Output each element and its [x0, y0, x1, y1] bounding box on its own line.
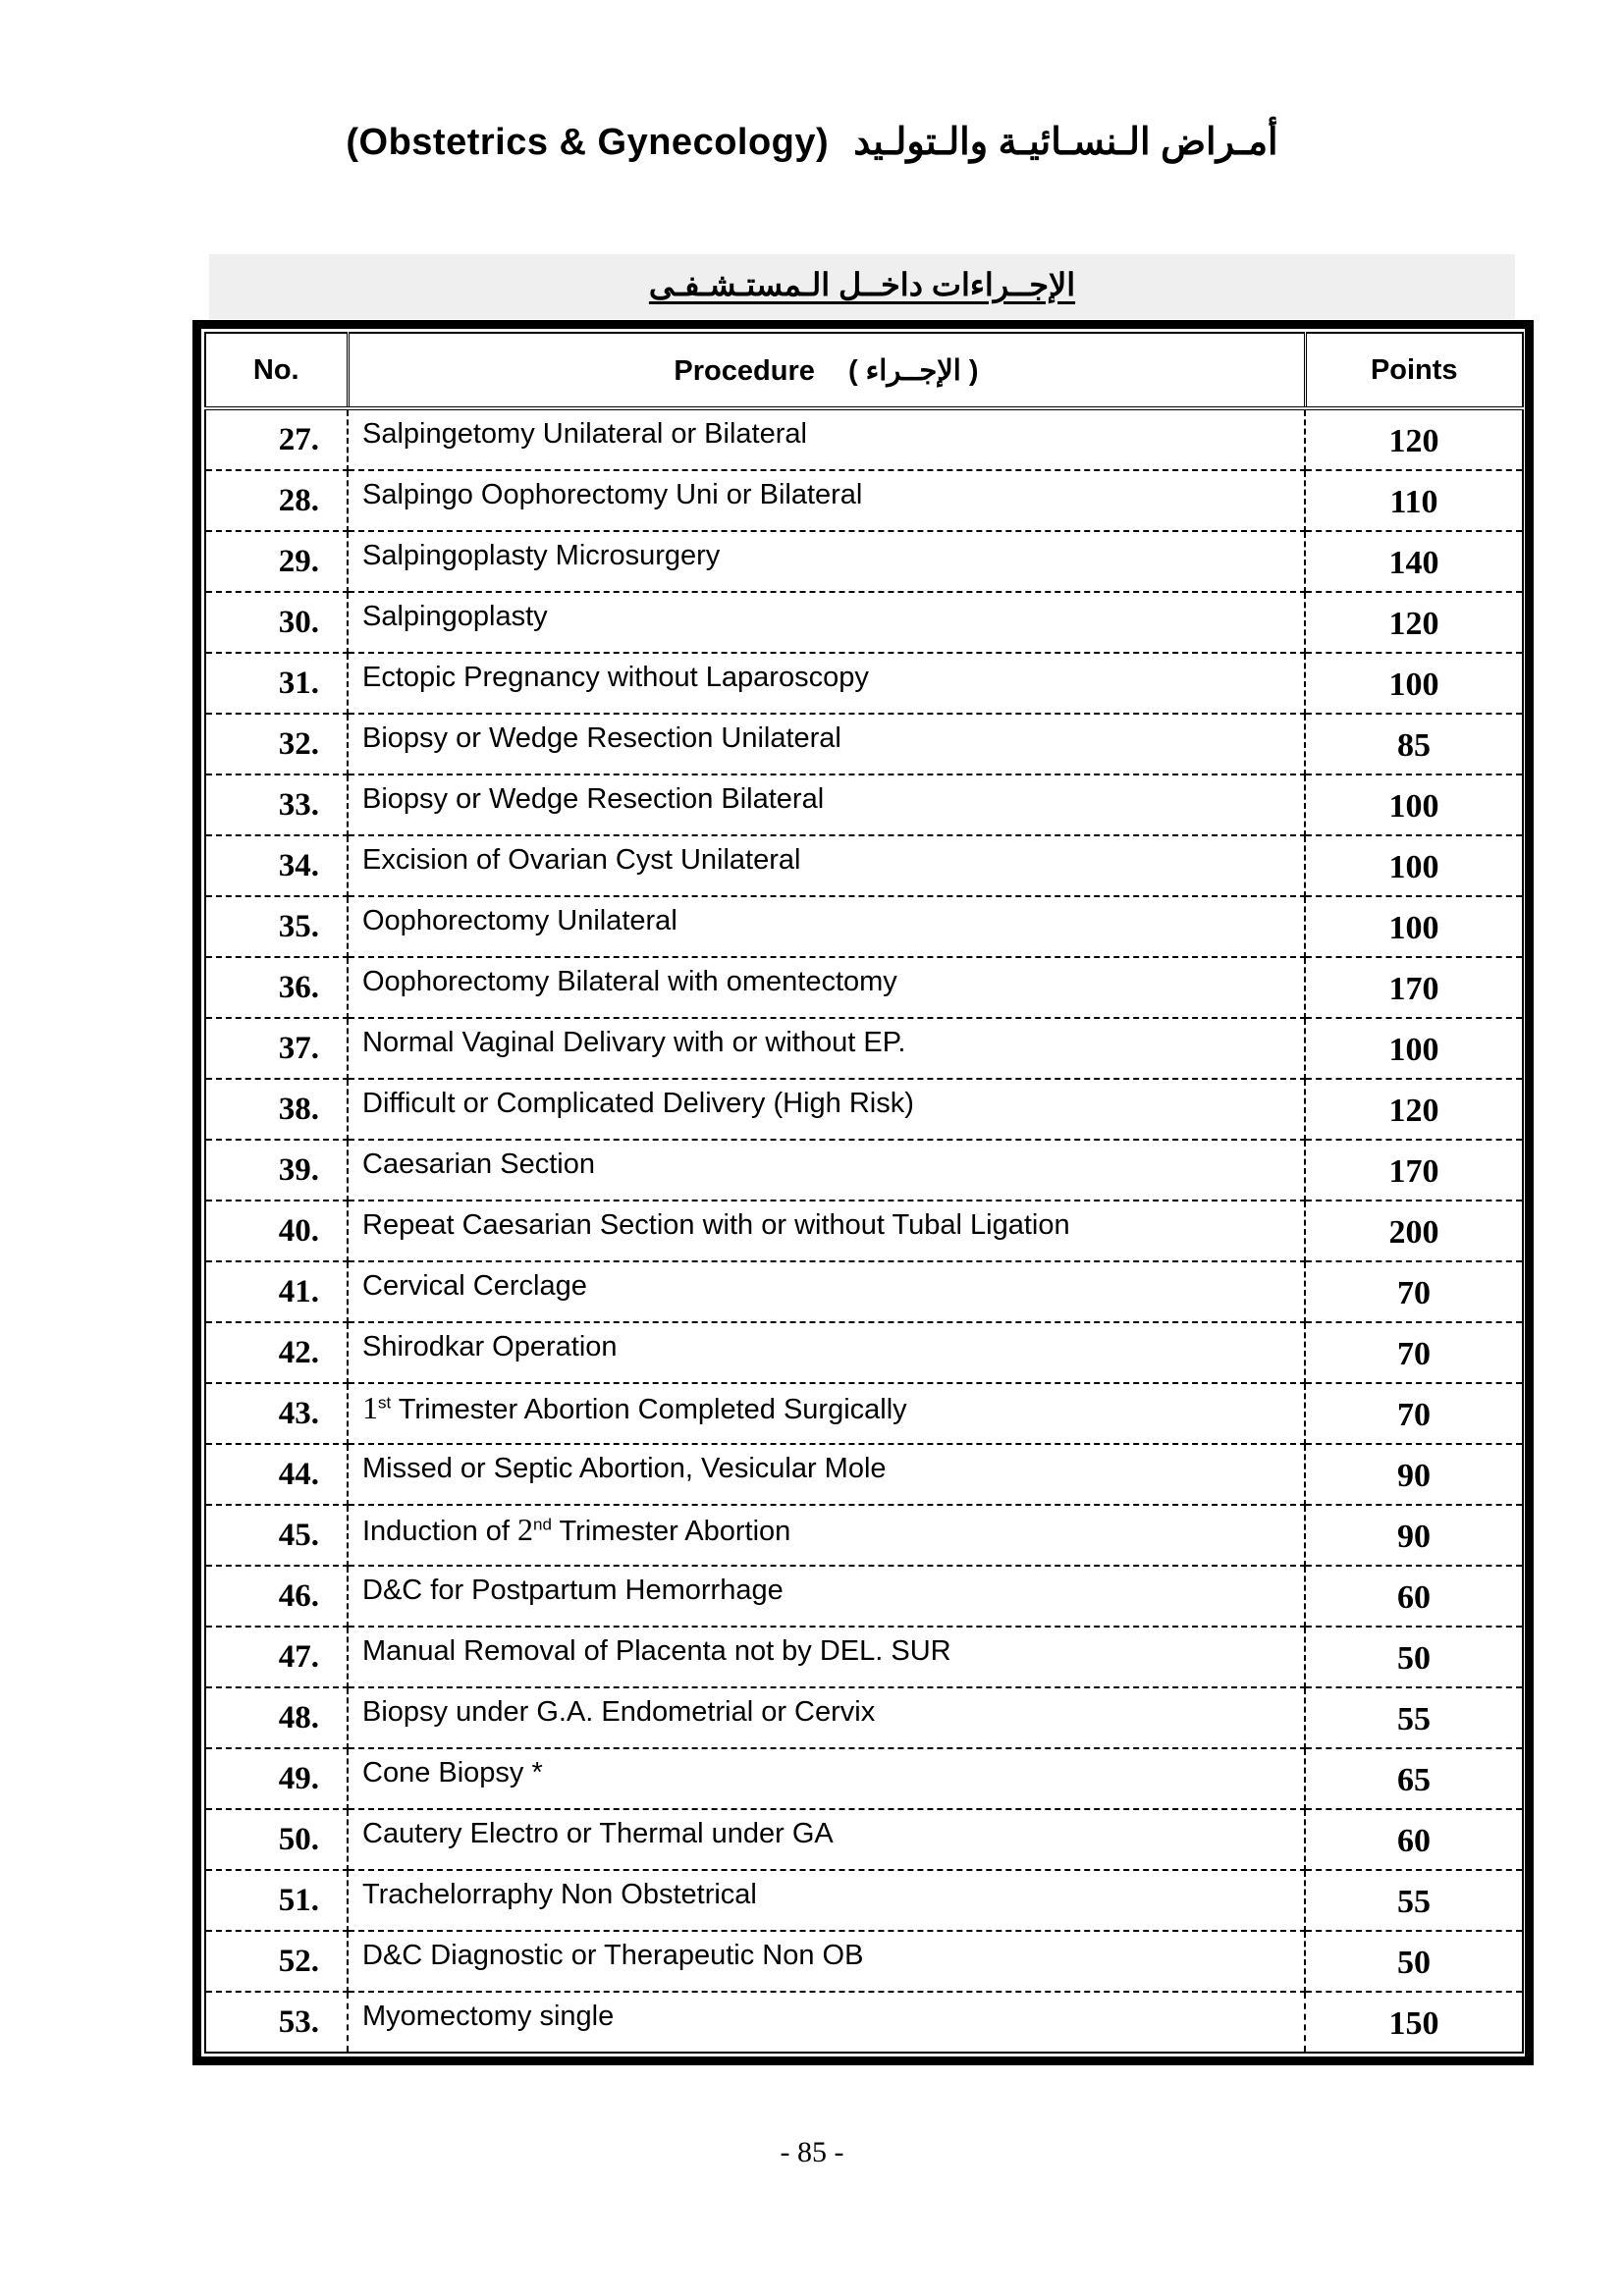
row-number: 51. — [205, 1870, 348, 1931]
procedure-points-value: 50 — [1397, 1640, 1431, 1677]
procedure-name-text: Shirodkar Operation — [362, 1330, 618, 1362]
procedure-points-value: 120 — [1388, 606, 1439, 642]
row-number: 48. — [205, 1687, 348, 1748]
procedure-points — [1305, 1261, 1523, 1322]
procedure-points-value: 100 — [1388, 667, 1439, 703]
table-row — [205, 408, 1523, 470]
row-number: 27. — [205, 408, 348, 470]
row-number: 34. — [205, 835, 348, 896]
procedure-name-text: Salpingo Oophorectomy Uni or Bilateral — [362, 478, 863, 510]
procedure-points — [1305, 957, 1523, 1018]
procedure-points-value: 55 — [1397, 1701, 1431, 1737]
procedure-name — [348, 714, 1305, 774]
procedure-name-text: Difficult or Complicated Delivery (High Risk) — [362, 1087, 914, 1119]
procedure-name — [348, 1748, 1305, 1809]
procedure-points — [1305, 1992, 1523, 2053]
procedure-name-text: Manual Removal of Placenta not by DEL. SUR — [362, 1634, 951, 1667]
table-row — [205, 1992, 1523, 2053]
procedure-points — [1305, 1931, 1523, 1992]
procedure-points — [1305, 1201, 1523, 1261]
row-number: 31. — [205, 653, 348, 714]
table-row — [205, 835, 1523, 896]
row-number: 40. — [205, 1201, 348, 1261]
procedure-name — [348, 1079, 1305, 1140]
procedure-points — [1305, 592, 1523, 653]
table-row — [205, 470, 1523, 531]
table-row — [205, 1687, 1523, 1748]
procedure-points-value: 85 — [1397, 727, 1431, 764]
procedure-name-text: Salpingoplasty — [362, 600, 548, 632]
table-row — [205, 1809, 1523, 1870]
row-number: 53. — [205, 1992, 348, 2053]
procedure-name-text: Excision of Ovarian Cyst Unilateral — [362, 843, 801, 876]
procedure-name — [348, 774, 1305, 835]
procedure-name — [348, 896, 1305, 957]
table-row — [205, 1383, 1523, 1444]
procedure-points — [1305, 774, 1523, 835]
procedure-points — [1305, 896, 1523, 957]
procedures-table-frame — [192, 320, 1534, 2065]
table-row — [205, 1140, 1523, 1201]
procedure-name — [348, 1870, 1305, 1931]
procedure-points — [1305, 835, 1523, 896]
procedure-points — [1305, 408, 1523, 470]
procedure-points — [1305, 653, 1523, 714]
table-row — [205, 1201, 1523, 1261]
procedure-name — [348, 408, 1305, 470]
procedure-points — [1305, 1383, 1523, 1444]
table-row — [205, 1748, 1523, 1809]
row-number: 46. — [205, 1566, 348, 1627]
row-number: 29. — [205, 531, 348, 592]
procedure-name — [348, 1444, 1305, 1505]
procedure-name — [348, 1566, 1305, 1627]
procedure-name — [348, 835, 1305, 896]
row-number: 43. — [205, 1383, 348, 1444]
procedure-points — [1305, 1018, 1523, 1079]
table-row — [205, 592, 1523, 653]
table-row — [205, 1627, 1523, 1687]
row-number: 52. — [205, 1931, 348, 1992]
row-number: 39. — [205, 1140, 348, 1201]
column-header-no: No. — [205, 333, 348, 408]
procedure-name — [348, 1261, 1305, 1322]
procedure-name-text: Salpingoplasty Microsurgery — [362, 539, 721, 571]
table-row — [205, 1870, 1523, 1931]
procedure-name — [348, 1140, 1305, 1201]
row-number: 32. — [205, 714, 348, 774]
row-number: 41. — [205, 1261, 348, 1322]
procedure-points-value: 200 — [1388, 1214, 1439, 1251]
procedure-name-text: D&C Diagnostic or Therapeutic Non OB — [362, 1939, 864, 1971]
procedure-name-text: Myomectomy single — [362, 2000, 615, 2032]
column-header-points: Points — [1305, 333, 1523, 408]
procedure-points-value: 70 — [1397, 1275, 1431, 1311]
row-number: 42. — [205, 1322, 348, 1383]
table-row — [205, 531, 1523, 592]
procedure-points-value: 100 — [1388, 1032, 1439, 1068]
procedure-points-value: 170 — [1388, 971, 1439, 1007]
procedure-name-text: Repeat Caesarian Section with or without Tubal Ligation — [362, 1208, 1070, 1241]
page-number: - 85 - — [780, 2136, 844, 2168]
procedure-name — [348, 1931, 1305, 1992]
procedure-name — [348, 1809, 1305, 1870]
table-row — [205, 1261, 1523, 1322]
procedure-name — [348, 653, 1305, 714]
procedure-name — [348, 1322, 1305, 1383]
table-row — [205, 896, 1523, 957]
procedure-points — [1305, 1566, 1523, 1627]
row-number: 49. — [205, 1748, 348, 1809]
table-row — [205, 1079, 1523, 1140]
procedure-name-text: Biopsy or Wedge Resection Unilateral — [362, 721, 841, 754]
table-row — [205, 714, 1523, 774]
row-number: 38. — [205, 1079, 348, 1140]
procedure-points — [1305, 470, 1523, 531]
procedure-name-text: 1st Trimester Abortion Completed Surgically — [362, 1389, 907, 1425]
procedure-points — [1305, 1627, 1523, 1687]
procedures-table — [204, 332, 1524, 2054]
procedure-points-value: 150 — [1388, 2005, 1439, 2042]
procedure-points — [1305, 1079, 1523, 1140]
procedure-points-value: 65 — [1397, 1762, 1431, 1798]
procedure-name-text: Trachelorraphy Non Obstetrical — [362, 1878, 757, 1910]
procedure-points-value: 140 — [1388, 545, 1439, 581]
procedure-points-value: 60 — [1397, 1823, 1431, 1859]
section-header-band — [209, 254, 1515, 319]
row-number: 30. — [205, 592, 348, 653]
procedure-points-value: 55 — [1397, 1884, 1431, 1920]
table-row — [205, 774, 1523, 835]
table-row — [205, 1018, 1523, 1079]
procedure-points-value: 170 — [1388, 1153, 1439, 1190]
page-title — [0, 120, 1624, 164]
column-header-procedure — [348, 333, 1305, 408]
procedure-points — [1305, 714, 1523, 774]
procedure-name-text: D&C for Postpartum Hemorrhage — [362, 1574, 784, 1606]
procedure-name-text: Biopsy or Wedge Resection Bilateral — [362, 782, 825, 815]
row-number: 44. — [205, 1444, 348, 1505]
procedure-points-value: 70 — [1397, 1336, 1431, 1372]
procedure-name — [348, 1018, 1305, 1079]
row-number: 28. — [205, 470, 348, 531]
procedure-points-value: 90 — [1397, 1519, 1431, 1555]
procedure-points — [1305, 1687, 1523, 1748]
procedure-points-value: 100 — [1388, 788, 1439, 825]
row-number: 33. — [205, 774, 348, 835]
procedure-points — [1305, 1870, 1523, 1931]
procedure-name-text: Normal Vaginal Delivary with or without EP. — [362, 1026, 906, 1058]
table-row — [205, 1505, 1523, 1566]
page-title-english: (Obstetrics & Gynecology) — [346, 122, 830, 163]
row-number: 36. — [205, 957, 348, 1018]
table-row — [205, 1322, 1523, 1383]
procedure-points — [1305, 1748, 1523, 1809]
procedure-name — [348, 1383, 1305, 1444]
procedure-name-text: Biopsy under G.A. Endometrial or Cervix — [362, 1695, 876, 1728]
procedure-name — [348, 1201, 1305, 1261]
row-number: 37. — [205, 1018, 348, 1079]
procedure-name-text: Cautery Electro or Thermal under GA — [362, 1817, 834, 1849]
procedure-points-value: 120 — [1388, 1093, 1439, 1129]
procedure-name-text: Cone Biopsy * — [362, 1756, 543, 1789]
table-row — [205, 1566, 1523, 1627]
procedure-points-value: 50 — [1397, 1945, 1431, 1981]
table-row — [205, 653, 1523, 714]
procedure-points-value: 60 — [1397, 1579, 1431, 1616]
row-number: 45. — [205, 1505, 348, 1566]
procedure-points — [1305, 1809, 1523, 1870]
procedure-name-text: Induction of 2nd Trimester Abortion — [362, 1511, 791, 1547]
procedure-points-value: 90 — [1397, 1458, 1431, 1494]
row-number: 50. — [205, 1809, 348, 1870]
procedure-name — [348, 1992, 1305, 2053]
procedure-points-value: 70 — [1397, 1397, 1431, 1433]
section-title: الإجــراءات داخــل الـمستـشـفـى — [648, 267, 1076, 302]
procedure-name — [348, 1505, 1305, 1566]
procedure-name — [348, 470, 1305, 531]
procedure-points — [1305, 1505, 1523, 1566]
procedure-name — [348, 1687, 1305, 1748]
procedure-name — [348, 1627, 1305, 1687]
table-row — [205, 957, 1523, 1018]
procedure-points-value: 120 — [1388, 423, 1439, 459]
procedure-name-text: Salpingetomy Unilateral or Bilateral — [362, 417, 807, 450]
procedure-points — [1305, 531, 1523, 592]
procedure-name — [348, 592, 1305, 653]
page-title-arabic: أمـراض الـنسـائيـة والـتولـيد — [853, 122, 1278, 163]
procedure-name-text: Caesarian Section — [362, 1148, 595, 1180]
table-row — [205, 1444, 1523, 1505]
procedure-points-value: 100 — [1388, 910, 1439, 946]
table-header-row — [205, 333, 1523, 408]
procedure-points-value: 110 — [1389, 484, 1438, 520]
procedure-name-text: Missed or Septic Abortion, Vesicular Mole — [362, 1452, 887, 1484]
procedure-points — [1305, 1444, 1523, 1505]
procedure-points-value: 100 — [1388, 849, 1439, 885]
row-number: 35. — [205, 896, 348, 957]
table-row — [205, 1931, 1523, 1992]
procedure-name-text: Oophorectomy Unilateral — [362, 904, 677, 936]
procedure-name — [348, 531, 1305, 592]
procedure-name-text: Oophorectomy Bilateral with omentectomy — [362, 965, 897, 997]
procedure-name-text: Cervical Cerclage — [362, 1269, 587, 1302]
column-header-procedure-en: Procedure — [674, 354, 815, 387]
procedure-name — [348, 957, 1305, 1018]
procedure-name-text: Ectopic Pregnancy without Laparoscopy — [362, 661, 869, 693]
row-number: 47. — [205, 1627, 348, 1687]
column-header-procedure-ar: ( الإجــراء ) — [847, 354, 979, 387]
procedure-points — [1305, 1322, 1523, 1383]
procedure-points — [1305, 1140, 1523, 1201]
